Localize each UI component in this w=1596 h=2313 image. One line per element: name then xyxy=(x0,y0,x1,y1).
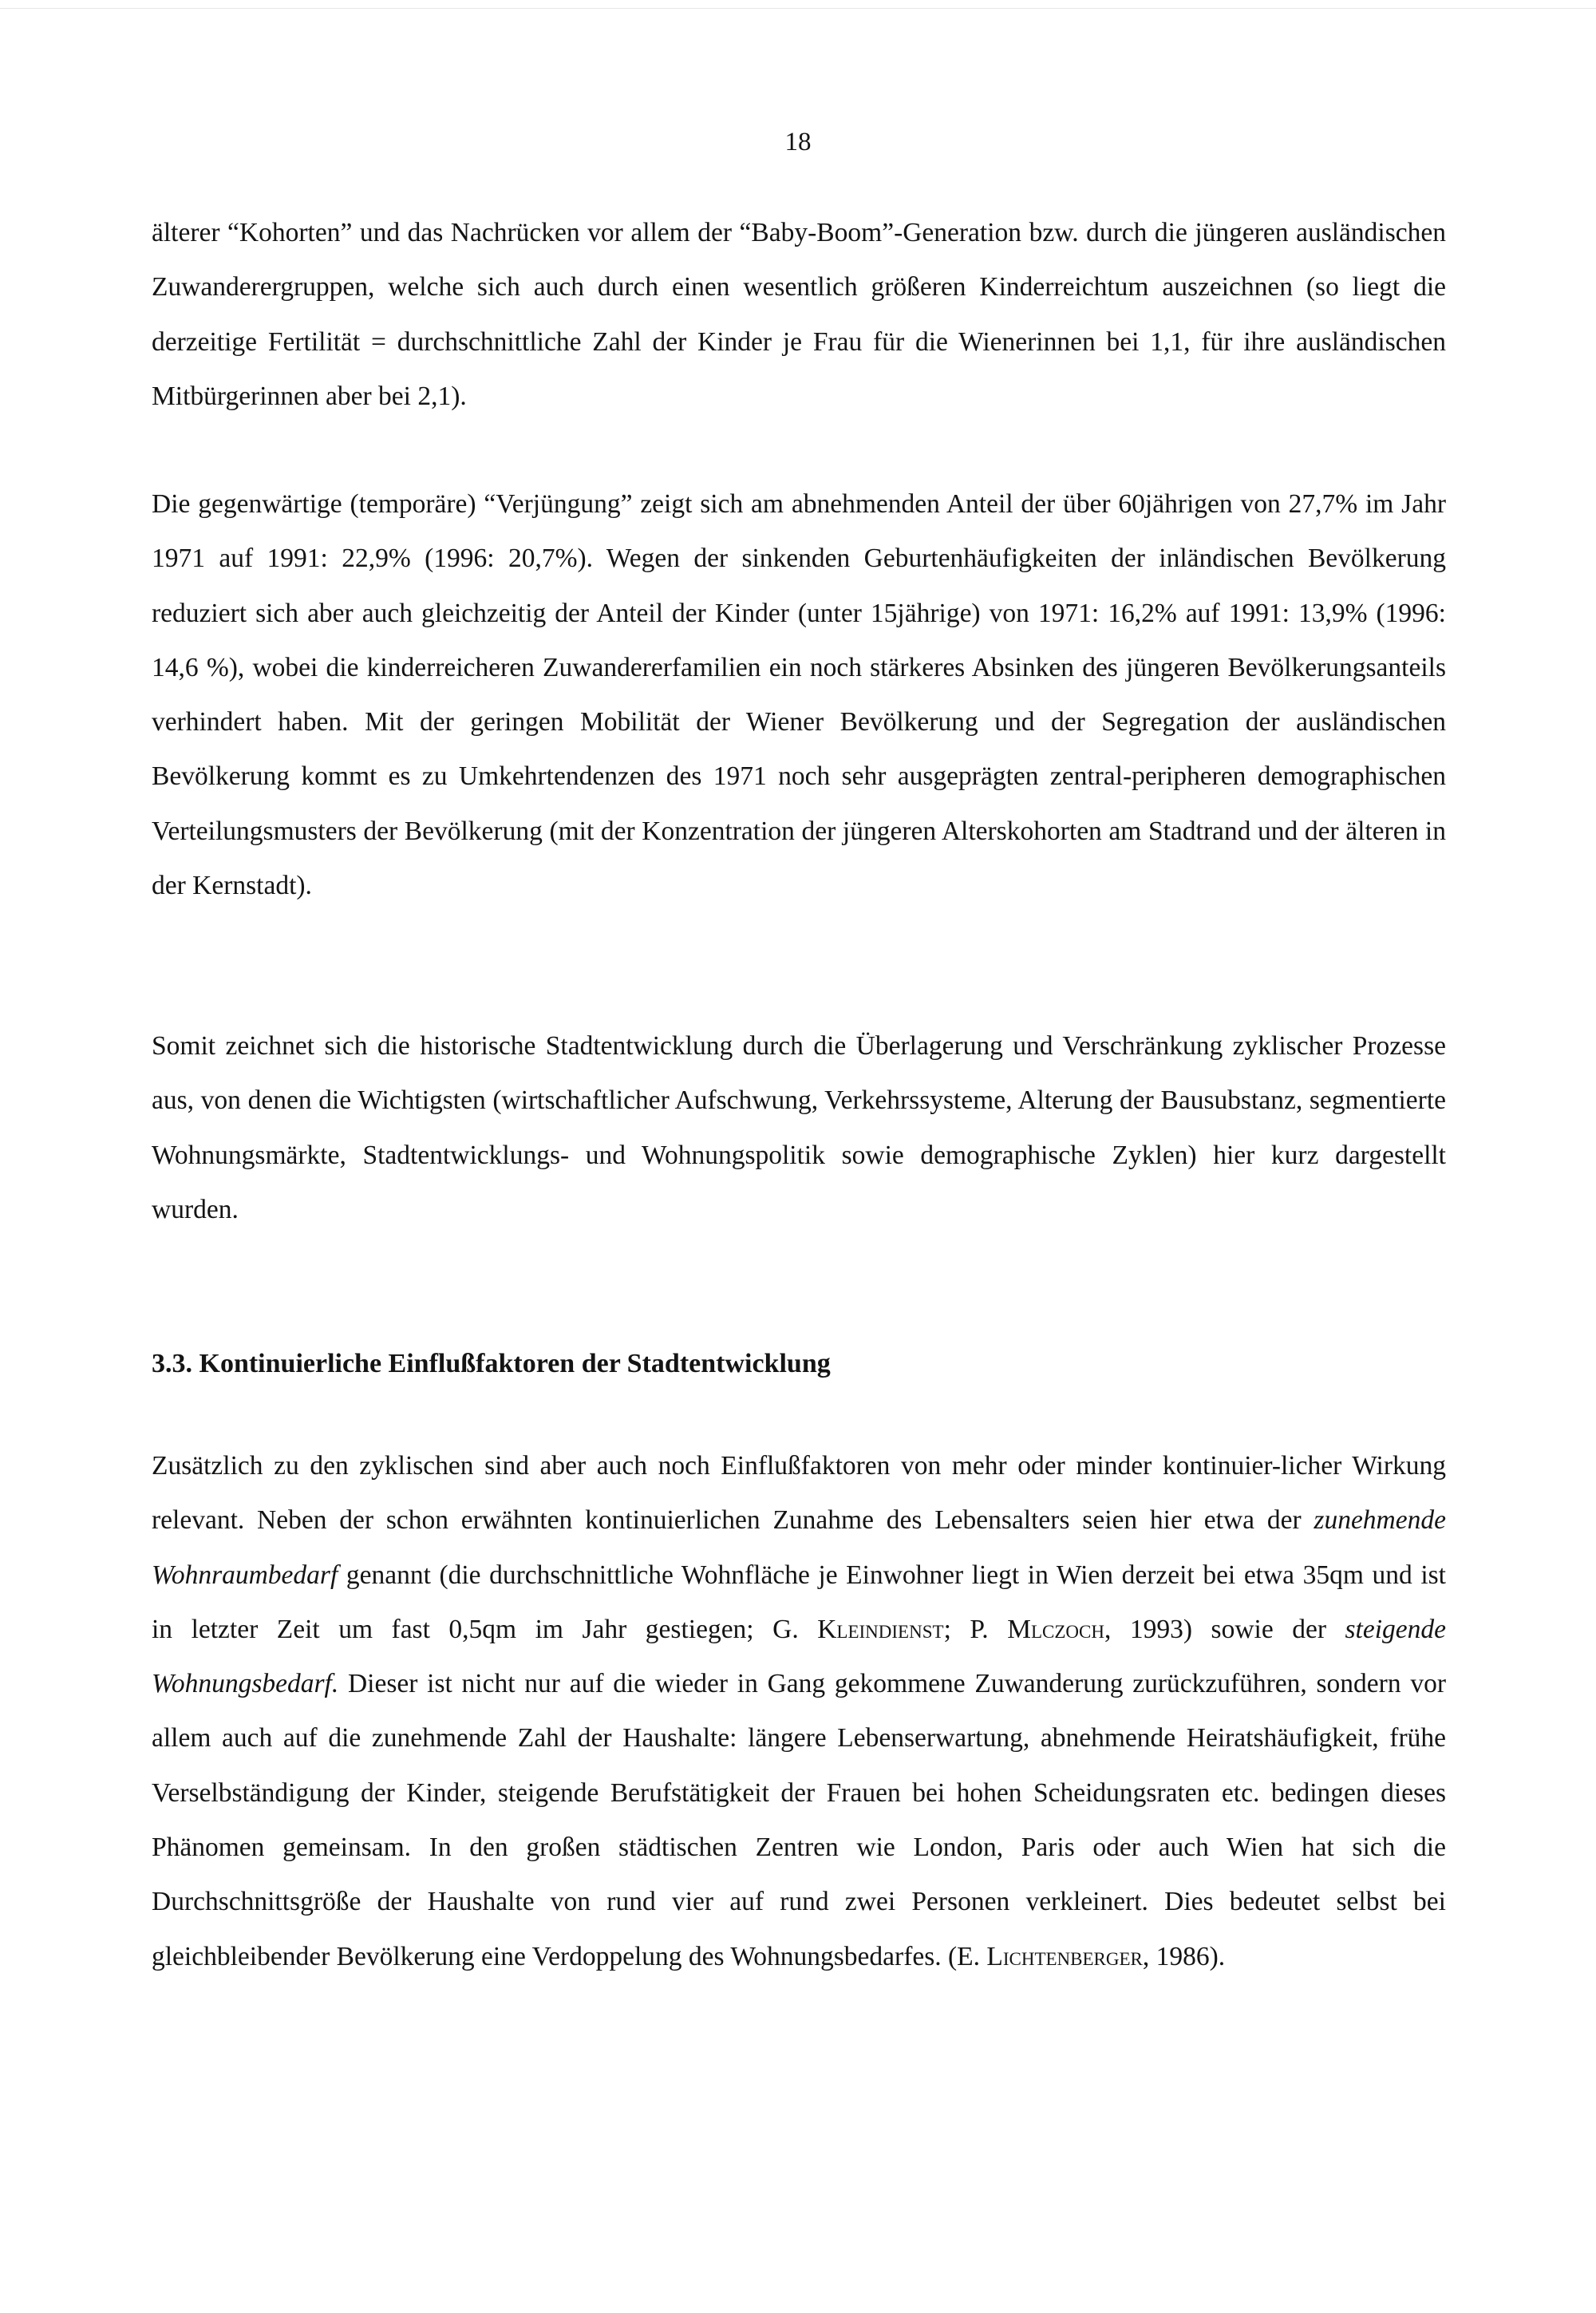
author-citation: Lichtenberger xyxy=(986,1941,1143,1971)
paragraph-continuation: älterer “Kohorten” und das Nachrücken vor allem der “Baby-Boom”-Generation bzw. durch die jüngeren ausländischen Zuwanderergruppen, welche sich auch durch einen wesentlich größeren Kinderreichtum auszeichnen (so liegt die derzeitige Fertilität = durchschnittliche Zahl der Kinder je Frau für die Wienerinnen bei 1,1, für ihre ausländischen Mitbürgerinnen aber bei 2,1). xyxy=(152,218,1446,411)
text-segment: ; P. xyxy=(943,1614,1008,1644)
section-heading: 3.3. Kontinuierliche Einflußfaktoren der Stadtentwicklung xyxy=(152,1349,831,1378)
page-number: 18 xyxy=(784,128,812,156)
text-segment: , 1986). xyxy=(1142,1941,1226,1971)
author-citation: Mlczoch xyxy=(1007,1614,1104,1644)
author-citation: Kleindienst xyxy=(817,1614,944,1644)
text-segment: Zusätzlich zu den zyklischen sind aber auch noch Einflußfaktoren von mehr oder minder kontinuier-licher Wirkung relevant. Neben der schon erwähnten kontinuierlichen Zunahme des Lebensalters seien hier etwa der xyxy=(152,1451,1446,1536)
page-top-edge xyxy=(0,8,1596,9)
paragraph-population-aging: Die gegenwärtige (temporäre) “Verjüngung” zeigt sich am abnehmenden Anteil der über 60jährigen von 27,7% im Jahr 1971 auf 1991: 22,9% (1996: 20,7%). Wegen der sinkenden Geburtenhäufigkeiten der inländischen Bevölkerung reduziert sich aber auch gleichzeitig der Anteil der Kinder (unter 15jährige) von 1971: 16,2% auf 1991: 13,9% (1996: 14,6 %), wobei die kinderreicheren Zuwandererfamilien ein noch stärkeres Absinken des jüngeren Bevölkerungsanteils verhindert haben. Mit der geringen Mobilität der Wiener Bevölkerung und der Segregation der ausländischen Bevölkerung kommt es zu Umkehrtendenzen des 1971 noch sehr ausgeprägten zentral-peripheren demographischen Verteilungsmusters der Bevölkerung (mit der Konzentration der jüngeren Alterskohorten am Stadtrand und der älteren in der Kernstadt). xyxy=(152,489,1446,901)
text-segment: , 1993) sowie der xyxy=(1104,1614,1345,1644)
text-segment: Dieser ist nicht nur auf die wieder in Gang gekommene Zuwanderung zurückzuführen, sondern vor allem auch auf die zunehmende Zahl der Haushalte: längere Lebenserwartung, abnehmende Heiratshäufigkeit, frühe Verselbständigung der Kinder, steigende Berufstätigkeit der Frauen bei hohen Scheidungsraten etc. bedingen dieses Phänomen gemeinsam. In den großen städtischen Zentren wie London, Paris oder auch Wien hat sich die Durchschnittsgröße der Haushalte von rund vier auf rund zwei Personen verkleinert. Dies bedeutet selbst bei gleichbleibender Bevölkerung eine Verdoppelung des Wohnungsbedarfes. (E. xyxy=(152,1669,1446,1971)
text-segment: genannt (die durchschnittliche Wohnfläche je Einwohner liegt in Wien derzeit bei etwa 35qm und ist in letzter Zeit um fast 0,5qm im Jahr gestiegen; G. xyxy=(152,1560,1446,1644)
paragraph-cyclical-summary: Somit zeichnet sich die historische Stadtentwicklung durch die Überlagerung und Verschränkung zyklischer Prozesse aus, von denen die Wichtigsten (wirtschaftlicher Aufschwung, Verkehrssysteme, Alterung der Bausubstanz, segmentierte Wohnungsmärkte, Stadtentwicklungs- und Wohnungspolitik sowie demographische Zyklen) hier kurz dargestellt wurden. xyxy=(152,1031,1446,1224)
paragraph-continuous-factors xyxy=(152,1439,1446,1984)
term-housing-demand: steigende Wohnungsbedarf. xyxy=(152,1614,1447,1699)
term-housing-space-demand: zunehmende Wohnraumbedarf xyxy=(152,1505,1446,1590)
